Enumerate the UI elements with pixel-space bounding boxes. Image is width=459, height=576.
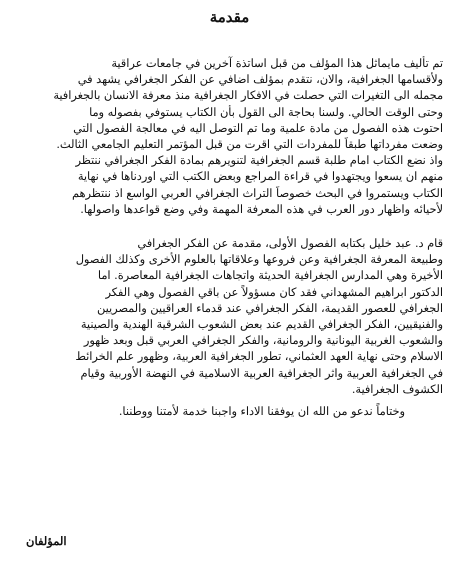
- page-title: مقدمة: [209, 8, 250, 26]
- text-line: لأحيائه واظهار دور العرب في هذه المعرفة المهمة وفي وضع قواعدها واصولها.: [80, 202, 443, 216]
- text-line: قام د. عبد خليل بكتابه الفصول الأولى، مقدمة عن الفكر الجغرافي: [137, 237, 443, 251]
- text-line: وضعت مفرداتها طبقاً للمفردات التي اقرت من قبل المؤتمر التعليم الجامعي الثالث.: [56, 138, 443, 152]
- text-line: وحتى الوقت الحالي. ولسنا بحاجة الى القول بأن الكتاب يستوفي بفصوله وما: [89, 105, 443, 119]
- text-line: ولأقسامها الجغرافية، والان، نتقدم بمؤلف اضافي عن الفكر الجغرافي يشهد في: [77, 73, 443, 87]
- text-line: الكتاب ويستمروا في البحث خصوصاً التراث الجغرافي العربي الواسع اذ ننتظرهم: [72, 186, 443, 200]
- text-line: الدكتور ابراهيم المشهداني فقد كان مسؤولاً عن باقي الفصول وهي الفكر: [105, 285, 443, 299]
- text-line: الأخيرة وهي المدارس الجغرافية الحديثة واتجاهات الجغرافية المعاصرة. اما: [97, 269, 443, 283]
- paragraph-intro: [16, 56, 443, 218]
- paragraph-authors: [16, 236, 443, 398]
- text-line: الكشوف الجغرافية.: [351, 382, 443, 396]
- text-line: واذ نضع الكتاب امام طلبة قسم الجغرافية لتنويرهم بمادة الفكر الجغرافي ننتظر: [75, 154, 443, 168]
- text-line: والشعوب الغربية اليونانية والرومانية، والفكر الجغرافي العربي قبل وبعد ظهور: [83, 334, 443, 348]
- text-line: تم تأليف مايماثل هذا المؤلف من قبل اساتذة آخرين في جامعات عراقية: [111, 57, 443, 70]
- text-line: منهم ان يسعوا ويجتهدوا في قراءة المراجع وبعض الكتب التي اوردناها في نهاية: [77, 170, 443, 184]
- text-line: الاسلام وحتى نهاية العهد العثماني، تطور الجغرافية العربية، وظهور علم الخرائط: [75, 350, 443, 364]
- text-line: وطبيعة المعرفة الجغرافية وعن فروعها وعلاقاتها بالعلوم الأخرى وكذلك الفصول: [75, 253, 443, 267]
- closing-text: وختاماً ندعو من الله ان يوفقنا الاداء واجبنا خدمة لأمتنا ووطننا.: [118, 405, 405, 419]
- signature: المؤلفان: [26, 534, 67, 548]
- text-line: والفنيقيين، الفكر الجغرافي القديم عند بعض الشعوب الشرقية الهندية والصينية: [80, 318, 443, 332]
- text-line: الجغرافي للعصور القديمة، الفكر الجغرافي عند قدماء العراقيين والمصريين: [96, 301, 443, 315]
- text-line: مجمله الى التغيرات التي حصلت في الافكار الجغرافية منذ معرفة الانسان بالجغرافية: [53, 89, 443, 103]
- text-line: في الجغرافية العربية واثر الجغرافية العربية الاسلامية في النهضة الأوربية وقيام: [80, 366, 443, 380]
- text-line: احتوت هذه الفصول من مادة علمية وما تم التوصل اليه في معالجة الفصول التي: [73, 121, 443, 135]
